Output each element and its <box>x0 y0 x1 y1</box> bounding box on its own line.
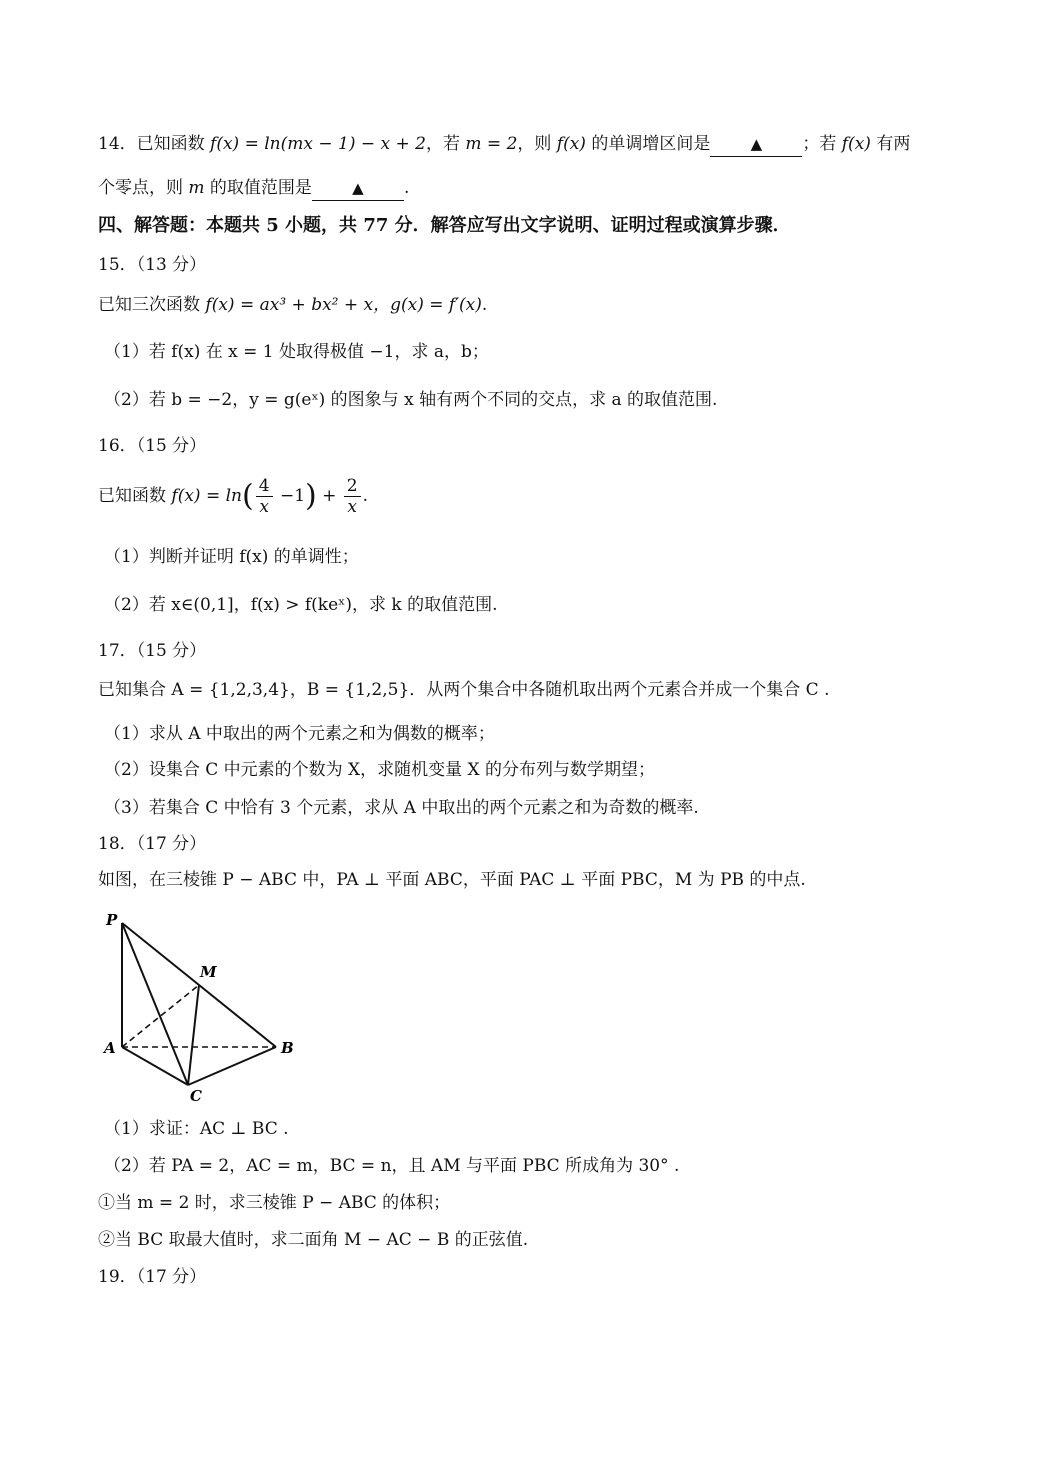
q14-text: ，若 <box>425 134 466 154</box>
q17-stem: 已知集合 A = {1,2,3,4}，B = {1,2,5}．从两个集合中各随机取出两个元素合并成一个集合 C . <box>98 680 830 700</box>
edge-CB <box>188 1047 276 1085</box>
q14-fx: f(x) <box>841 134 871 154</box>
q16-header: 16．（15 分） <box>98 436 207 456</box>
q14-function: f(x) = ln(mx − 1) − x + 2 <box>210 134 426 154</box>
q14-text: 的单调增区间是 <box>585 134 711 154</box>
q14-line1 <box>98 132 910 157</box>
label-B: B <box>281 1039 294 1057</box>
frac-den: x <box>347 497 357 517</box>
paren-close: ) <box>305 478 317 514</box>
edge-AC <box>122 1047 188 1085</box>
fraction-2-over-x <box>344 476 361 517</box>
q14-line2 <box>98 176 409 201</box>
frac-num: 2 <box>344 476 361 497</box>
q17-part3: （3）若集合 C 中恰有 3 个元素，求从 A 中取出的两个元素之和为奇数的概率. <box>104 798 699 818</box>
q15-part2: （2）若 b = −2，y = g(eˣ) 的图象与 x 轴有两个不同的交点，求 a 的取值范围. <box>104 390 718 410</box>
frac-den: x <box>259 497 269 517</box>
q14-text: 的取值范围是 <box>204 178 312 198</box>
q14-text: 有两 <box>870 134 911 154</box>
q14-text: ；若 <box>802 134 842 154</box>
q18-part1: （1）求证：AC ⊥ BC . <box>104 1119 289 1139</box>
answer-blank-1 <box>710 132 802 157</box>
q14-text: 个零点，则 <box>98 178 189 198</box>
q16-text: −1 <box>274 486 306 506</box>
q14-fx: f(x) <box>556 134 586 154</box>
fraction-4-over-x <box>256 476 273 517</box>
paren-open: ( <box>242 478 254 514</box>
label-A: A <box>104 1039 116 1057</box>
q15-stem <box>98 293 487 317</box>
q17-part2: （2）设集合 C 中元素的个数为 X，求随机变量 X 的分布列与数学期望； <box>104 760 656 780</box>
label-C: C <box>190 1087 202 1105</box>
q16-function: f(x) = ln <box>171 486 242 506</box>
edge-PC <box>122 923 188 1085</box>
q16-text: + <box>316 486 342 506</box>
q14-var: m <box>188 178 205 198</box>
answer-blank-2 <box>312 176 404 201</box>
q19-header: 19．（17 分） <box>98 1267 207 1287</box>
q14-text: ，则 <box>517 134 557 154</box>
q15-part1: （1）若 f(x) 在 x = 1 处取得极值 −1，求 a，b； <box>104 342 489 362</box>
q14-text: 14．已知函数 <box>98 134 211 154</box>
q16-part1: （1）判断并证明 f(x) 的单调性； <box>104 547 359 567</box>
q15-function: f(x) = ax³ + bx² + x，g(x) = f′(x) <box>205 295 482 315</box>
q16-part2: （2）若 x∈(0,1]，f(x) > f(keˣ)，求 k 的取值范围. <box>104 595 498 615</box>
q15-text: 已知三次函数 <box>98 295 206 315</box>
label-M: M <box>200 963 217 981</box>
q17-part1: （1）求从 A 中取出的两个元素之和为偶数的概率； <box>104 724 495 744</box>
q16-text: 已知函数 <box>98 486 172 506</box>
pyramid-figure <box>98 905 318 1105</box>
q14-condition: m = 2 <box>465 134 518 154</box>
q18-stem: 如图，在三棱锥 P − ABC 中，PA ⊥ 平面 ABC，平面 PAC ⊥ 平面 PBC，M 为 PB 的中点. <box>98 870 806 890</box>
segment-MC <box>188 985 199 1085</box>
q18-part2a: ①当 m = 2 时，求三棱锥 P − ABC 的体积； <box>98 1193 451 1213</box>
triangle-icon: ▲ <box>750 135 763 153</box>
q18-part2: （2）若 PA = 2，AC = m，BC = n，且 AM 与平面 PBC 所成角为 30° . <box>104 1156 680 1176</box>
q18-part2b: ②当 BC 取最大值时，求二面角 M − AC − B 的正弦值. <box>98 1230 529 1250</box>
q16-stem <box>98 472 368 521</box>
q15-text: . <box>481 295 488 315</box>
q16-text: . <box>362 486 369 506</box>
frac-num: 4 <box>256 476 273 497</box>
q17-header: 17．（15 分） <box>98 641 207 661</box>
triangle-icon: ▲ <box>352 179 364 197</box>
q15-header: 15．（13 分） <box>98 255 207 275</box>
q14-text: . <box>403 178 410 198</box>
section-heading: 四、解答题：本题共 5 小题，共 77 分．解答应写出文字说明、证明过程或演算步骤． <box>98 215 791 236</box>
q18-header: 18．（17 分） <box>98 834 207 854</box>
label-P: P <box>106 911 118 929</box>
